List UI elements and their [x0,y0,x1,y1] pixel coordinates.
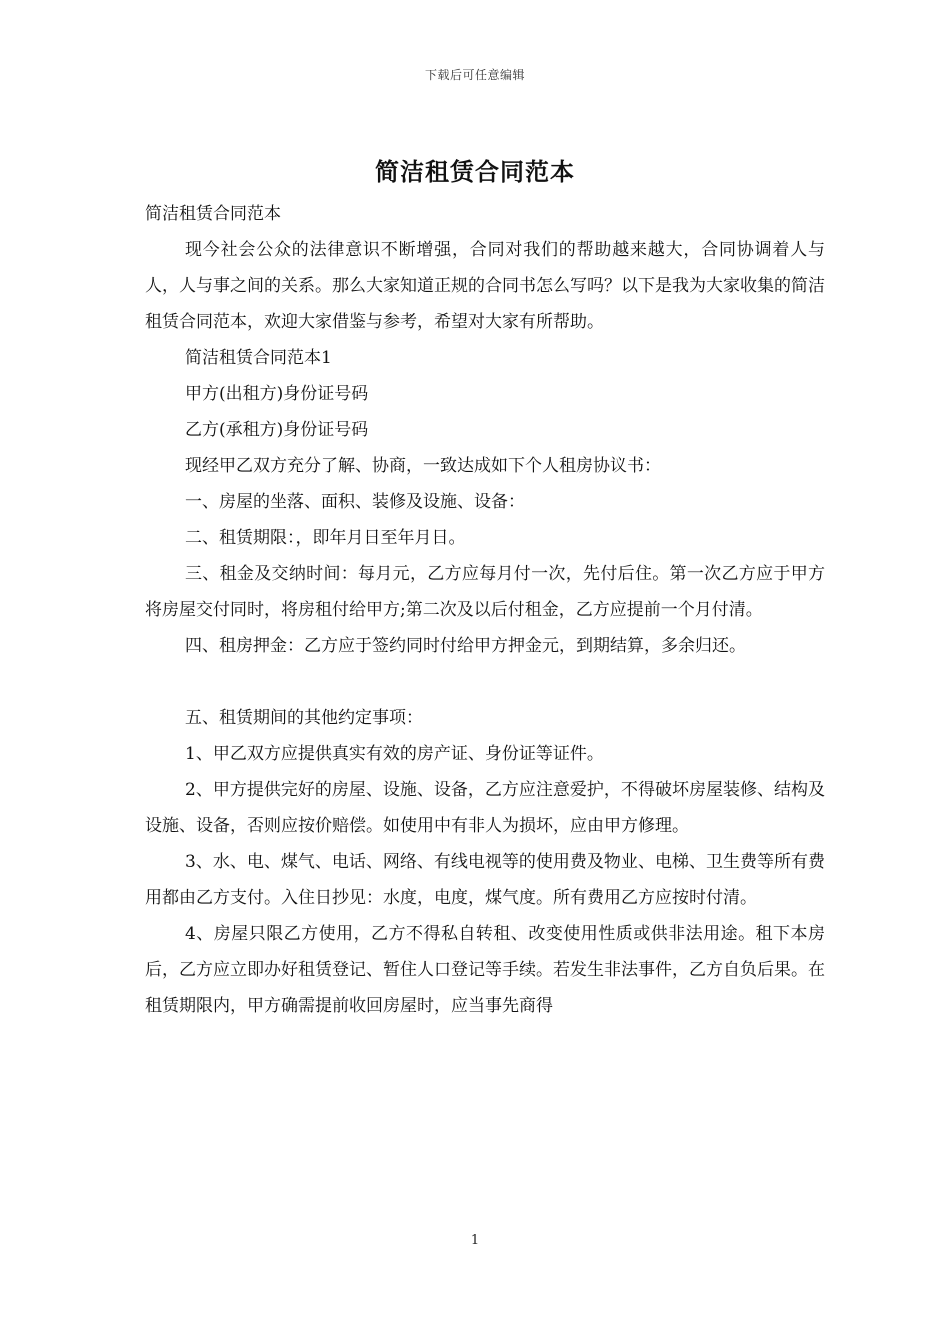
party-a-line: 甲方(出租方)身份证号码 [185,384,369,404]
party-b-line: 乙方(承租方)身份证号码 [185,420,369,440]
page-number: 1 [470,1233,480,1248]
intro-paragraph: 现今社会公众的法律意识不断增强，合同对我们的帮助越来越大，合同协调着人与人，人与事之间的关系。那么大家知道正规的合同书怎么写吗？以下是我为大家收集的简洁租赁合同范本，欢迎大家借鉴与参考，希望对大家有所帮助。 [145,240,825,332]
document-subtitle: 简洁租赁合同范本 [145,204,281,224]
item-2: 2、甲方提供完好的房屋、设施、设备，乙方应注意爱护，不得破坏房屋装修、结构及设施、设备，否则应按价赔偿。如使用中有非人为损坏，应由甲方修理。 [145,780,825,836]
header-note: 下载后可任意编辑 [424,68,525,82]
document-body [145,196,825,1024]
clause-5: 五、租赁期间的其他约定事项： [185,708,423,728]
clause-1: 一、房屋的坐落、面积、装修及设施、设备： [185,492,525,512]
item-3: 3、水、电、煤气、电话、网络、有线电视等的使用费及物业、电梯、卫生费等所有费用都由乙方支付。入住日抄见：水度，电度，煤气度。所有费用乙方应按时付清。 [145,852,825,908]
clause-3: 三、租金及交纳时间：每月元，乙方应每月付一次，先付后住。第一次乙方应于甲方将房屋交付同时，将房租付给甲方;第二次及以后付租金，乙方应提前一个月付清。 [145,564,825,620]
agreement-line: 现经甲乙双方充分了解、协商，一致达成如下个人租房协议书： [185,456,661,476]
section-heading: 简洁租赁合同范本1 [185,348,332,368]
item-4: 4、房屋只限乙方使用，乙方不得私自转租、改变使用性质或供非法用途。租下本房后，乙方应立即办好租赁登记、暂住人口登记等手续。若发生非法事件，乙方自负后果。在租赁期限内，甲方确需提前收回房屋时，应当事先商得 [145,924,825,1016]
clause-4: 四、租房押金：乙方应于签约同时付给甲方押金元，到期结算，多余归还。 [185,636,746,656]
item-1: 1、甲乙双方应提供真实有效的房产证、身份证等证件。 [185,744,604,764]
blank-line [145,664,825,700]
clause-2: 二、租赁期限：，即年月日至年月日。 [185,528,466,548]
document-title: 简洁租赁合同范本 [375,157,575,186]
